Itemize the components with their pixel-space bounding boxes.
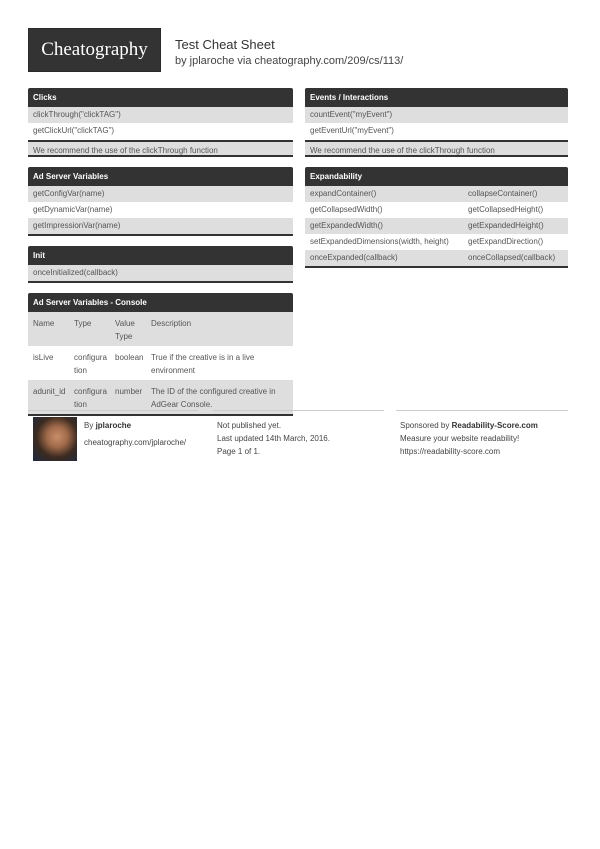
- cell-value-type: number: [115, 387, 143, 396]
- footer-divider: [28, 410, 198, 411]
- column-header: Value Type: [115, 319, 135, 341]
- section-header: Clicks: [28, 88, 293, 107]
- list-item: [305, 234, 568, 250]
- list-item: [305, 202, 568, 218]
- list-item: getEventUrl("myEvent"): [305, 123, 568, 139]
- method-left: expandContainer(): [310, 189, 377, 198]
- column-header: Type: [74, 319, 92, 328]
- sponsor-tagline: Measure your website readability!: [400, 434, 520, 443]
- section-header: Ad Server Variables - Console: [28, 293, 293, 312]
- sponsor-url[interactable]: https://readability-score.com: [400, 447, 501, 456]
- list-item: getImpressionVar(name): [28, 218, 293, 234]
- cell-value-type: boolean: [115, 353, 144, 362]
- section-console: [28, 293, 293, 416]
- page-title: Test Cheat Sheet: [175, 37, 275, 52]
- method-left: setExpandedDimensions(width, height): [310, 237, 449, 246]
- list-item: getClickUrl("clickTAG"): [28, 123, 293, 139]
- method-right: collapseContainer(): [468, 189, 538, 198]
- publish-status: Not published yet.: [217, 421, 282, 430]
- cell-type: configura tion: [74, 387, 107, 409]
- console-table: [28, 312, 293, 416]
- list-item: getConfigVar(name): [28, 186, 293, 202]
- table-row: [28, 346, 293, 380]
- section-note: We recommend the use of the clickThrough function: [305, 140, 568, 157]
- list-item: countEvent("myEvent"): [305, 107, 568, 123]
- method-right: onceCollapsed(callback): [468, 253, 556, 262]
- footer-status: [217, 419, 330, 458]
- column-header: Name: [33, 319, 55, 328]
- section-init: [28, 246, 293, 283]
- list-item: [305, 250, 568, 266]
- section-header: Init: [28, 246, 293, 265]
- section-header: Expandability: [305, 167, 568, 186]
- table-header-row: [28, 312, 293, 346]
- list-item: [305, 186, 568, 202]
- cell-name: adunit_id: [33, 387, 66, 396]
- author-url[interactable]: cheatography.com/jplaroche/: [84, 438, 187, 447]
- footer-divider: [213, 410, 384, 411]
- section-header: Events / Interactions: [305, 88, 568, 107]
- page-subtitle[interactable]: by jplaroche via cheatography.com/209/cs/113/: [175, 55, 404, 67]
- title-block: [175, 37, 403, 68]
- footer: [28, 410, 568, 470]
- list-item: onceInitialized(callback): [28, 265, 293, 281]
- method-right: getCollapsedHeight(): [468, 205, 544, 214]
- section-expandability: [305, 167, 568, 268]
- section-note: We recommend the use of the clickThrough function: [28, 140, 293, 157]
- list-item: getDynamicVar(name): [28, 202, 293, 218]
- method-left: getExpandedWidth(): [310, 221, 383, 230]
- sponsor-prefix: Sponsored by: [400, 421, 452, 430]
- cheatography-logo[interactable]: Cheatography: [28, 28, 161, 72]
- section-header: Ad Server Variables: [28, 167, 293, 186]
- last-updated: Last updated 14th March, 2016.: [217, 434, 330, 443]
- footer-divider: [396, 410, 568, 411]
- footer-author: [84, 419, 186, 449]
- list-item: [305, 218, 568, 234]
- method-left: getCollapsedWidth(): [310, 205, 383, 214]
- method-right: getExpandedHeight(): [468, 221, 544, 230]
- section-clicks: [28, 88, 293, 157]
- footer-sponsor: [400, 419, 538, 458]
- author-name[interactable]: jplaroche: [95, 421, 132, 430]
- author-prefix: By: [84, 421, 96, 430]
- cell-type: configura tion: [74, 353, 107, 375]
- cell-description: True if the creative is in a live environment: [151, 353, 255, 375]
- sponsor-name[interactable]: Readability-Score.com: [451, 421, 538, 430]
- cell-name: isLive: [33, 353, 54, 362]
- section-events: [305, 88, 568, 157]
- method-left: onceExpanded(callback): [310, 253, 398, 262]
- column-header: Description: [151, 319, 192, 328]
- right-column: [305, 88, 568, 278]
- cell-description: The ID of the configured creative in AdGear Console.: [151, 387, 276, 409]
- section-ad-server-variables: [28, 167, 293, 236]
- page-number: Page 1 of 1.: [217, 447, 261, 456]
- list-item: clickThrough("clickTAG"): [28, 107, 293, 123]
- method-right: getExpandDirection(): [468, 237, 544, 246]
- left-column: [28, 88, 293, 426]
- table-row: [28, 380, 293, 414]
- author-avatar: [33, 417, 77, 461]
